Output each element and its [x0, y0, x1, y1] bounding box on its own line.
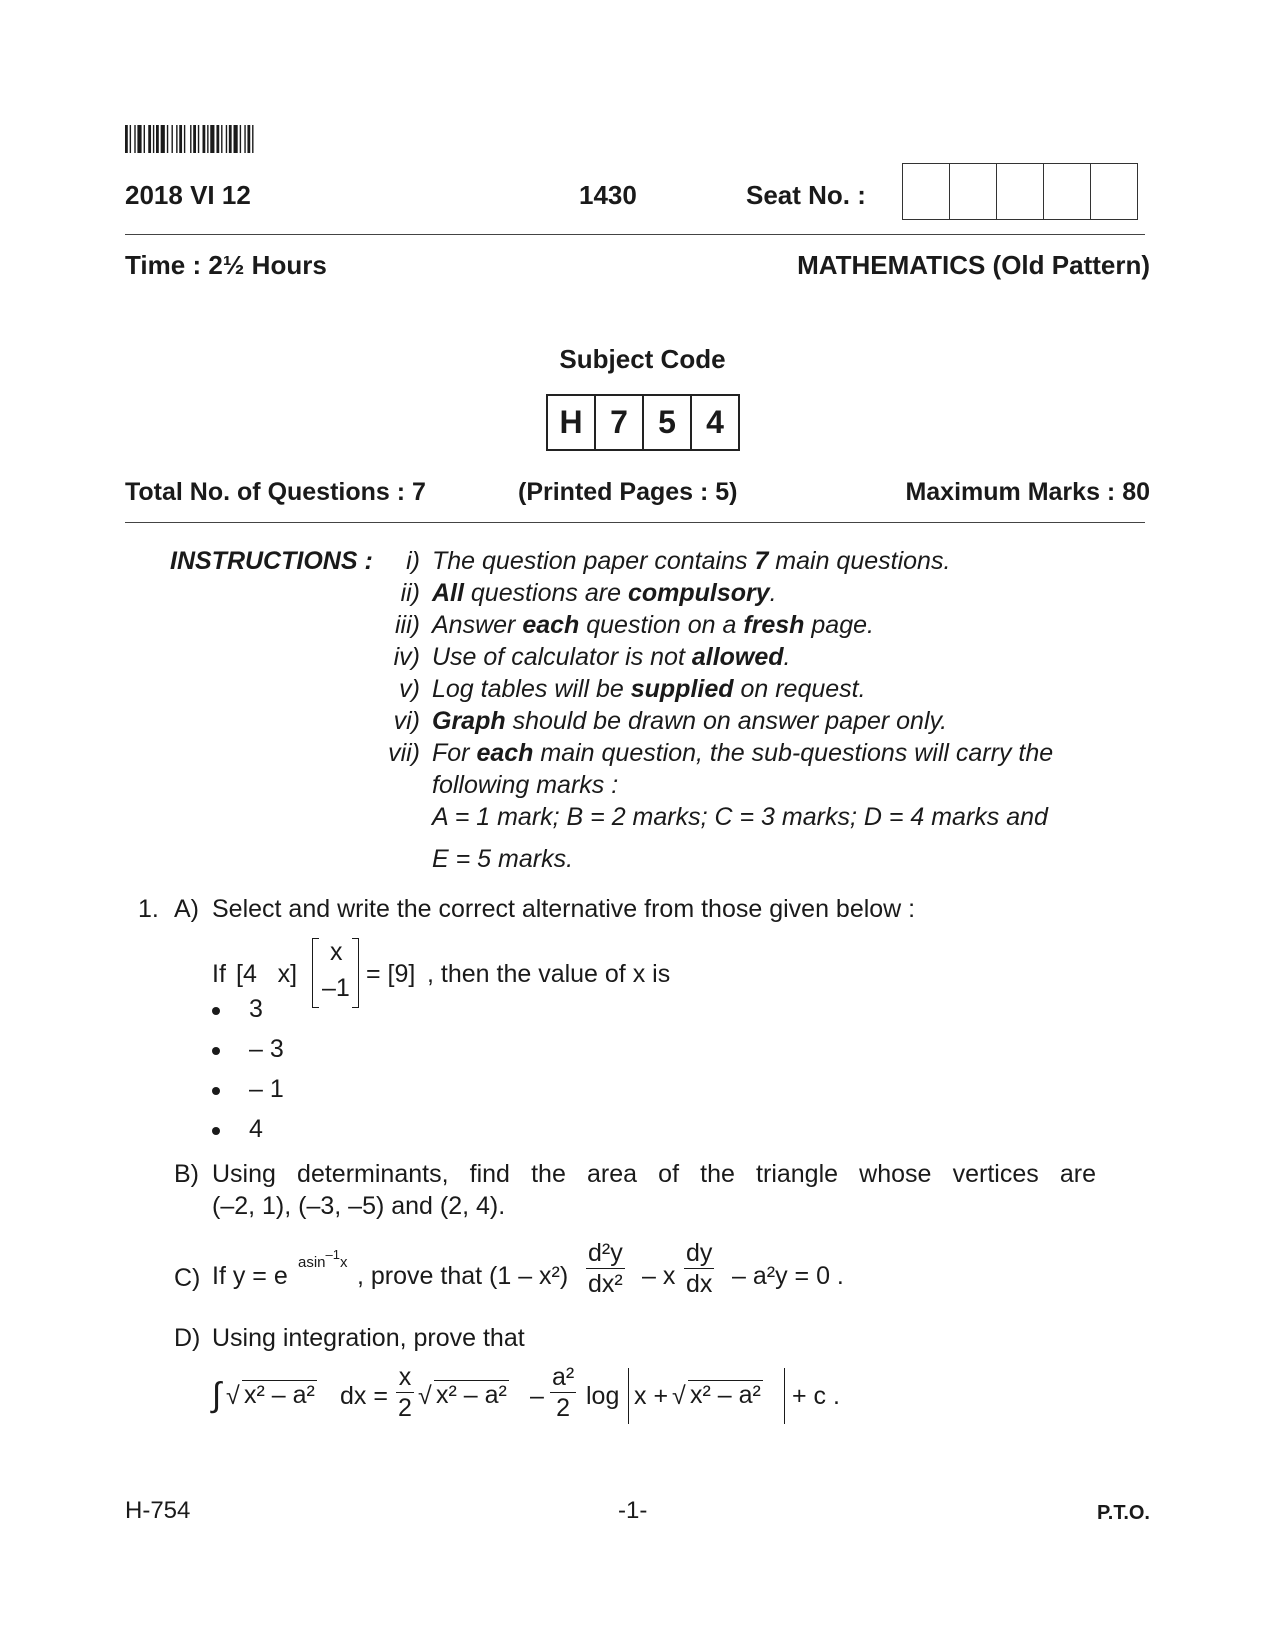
instruction-number: ii)	[400, 579, 420, 607]
left-bracket	[312, 938, 319, 1008]
subquestion-label: D)	[174, 1324, 201, 1352]
instruction-number: v)	[399, 675, 420, 703]
subquestion-a-text: Select and write the correct alternative from those given below :	[212, 895, 916, 923]
subquestion-label: A)	[174, 895, 199, 923]
code-char: H	[548, 396, 596, 449]
instruction-number: vi)	[393, 707, 420, 735]
seat-box[interactable]	[903, 164, 950, 219]
maximum-marks: Maximum Marks : 80	[905, 478, 1150, 506]
seat-box[interactable]	[950, 164, 997, 219]
instruction-continuation: A = 1 mark; B = 2 marks; C = 3 marks; D = 4 marks and	[432, 803, 1048, 831]
instruction-number: iii)	[395, 611, 420, 639]
seat-number-boxes[interactable]	[902, 163, 1138, 220]
subquestion-label: C)	[174, 1264, 201, 1292]
divider	[125, 522, 1145, 523]
total-questions: Total No. of Questions : 7	[125, 478, 426, 506]
code-char: 4	[706, 404, 724, 440]
footer-pto: P.T.O.	[1097, 1502, 1150, 1524]
instruction-number: i)	[406, 547, 420, 575]
code-char: 5	[644, 396, 692, 449]
seat-label: Seat No. :	[746, 180, 866, 210]
abs-bar-left	[628, 1368, 629, 1424]
right-bracket	[352, 938, 359, 1008]
instructions-label: INSTRUCTIONS :	[170, 547, 373, 575]
time-allowed: Time : 2½ Hours	[125, 250, 327, 280]
seat-box[interactable]	[997, 164, 1044, 219]
subquestion-d-text: Using integration, prove that	[212, 1324, 525, 1352]
subquestion-label: B)	[174, 1160, 199, 1188]
matrix-equation: If [4 x] x –1 = [9] , then the value of x is	[212, 938, 812, 1008]
instruction-continuation: E = 5 marks.	[432, 845, 574, 873]
subquestion-b-text: Using determinants, find the area of the triangle whose vertices are	[212, 1160, 1096, 1188]
subject-code-box	[546, 394, 740, 451]
footer-page-number: -1-	[618, 1497, 648, 1524]
integration-equation: ∫ √ x² – a² dx = $\frac{x}{2}$ √ x² – a² – $\frac{\text{a²}}{2}$ log x + √ x² – a² + c .	[212, 1363, 840, 1422]
paper-number: 1430	[579, 180, 637, 210]
barcode	[125, 125, 313, 153]
subject-code-label: Subject Code	[559, 344, 726, 374]
exam-code: 2018 VI 12	[125, 180, 251, 210]
instruction-number: vii)	[388, 739, 420, 767]
abs-bar-right	[784, 1368, 785, 1424]
seat-box[interactable]	[1044, 164, 1091, 219]
subquestion-b-text: (–2, 1), (–3, –5) and (2, 4).	[212, 1192, 506, 1220]
code-char: 7	[596, 396, 644, 449]
printed-pages: (Printed Pages : 5)	[518, 478, 738, 506]
instruction-number: iv)	[393, 643, 420, 671]
subquestion-c-equation: If y = e asin–1x , prove that (1 – x²) $\frac{\text{d²y}}{\text{dx²}}$ – x $\frac{dy}{dx}$ – a²y = 0 .	[212, 1239, 844, 1298]
instruction-continuation: following marks :	[432, 771, 619, 799]
divider	[125, 234, 1145, 235]
subject-title: MATHEMATICS (Old Pattern)	[797, 250, 1150, 280]
seat-box[interactable]	[1091, 164, 1137, 219]
footer-paper-code: H-754	[125, 1497, 191, 1524]
question-number: 1.	[138, 895, 159, 923]
